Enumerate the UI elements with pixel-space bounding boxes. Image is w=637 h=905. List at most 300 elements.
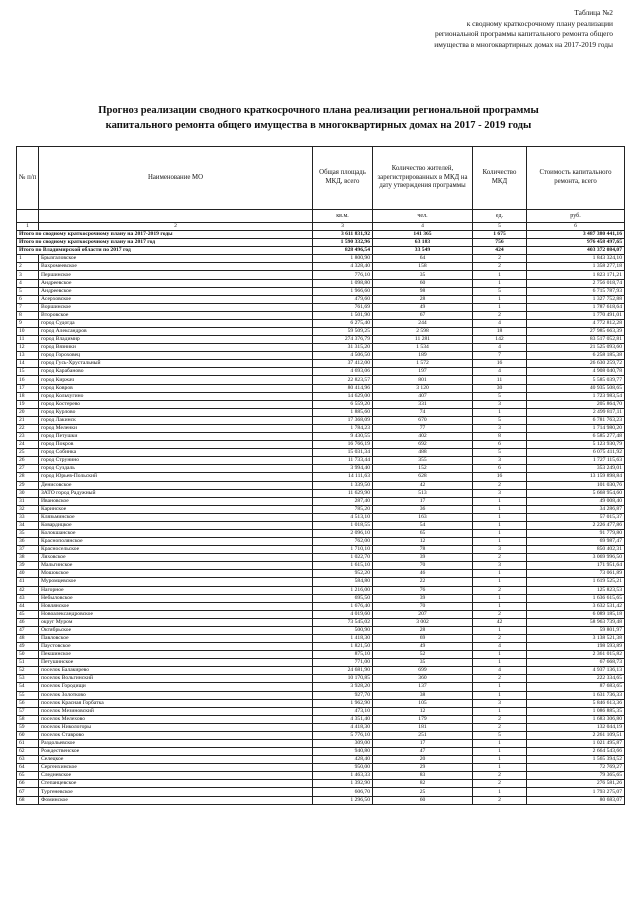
mkd-count-value: 1 [473,529,527,537]
cost-value: 6 075 411,92 [527,449,625,457]
cost-value: 40 935 508,65 [527,384,625,392]
municipality-name: Андреевское [39,287,313,295]
total-label: Итого по Владимирской области по 2017 год [17,247,313,255]
table-row [17,392,625,400]
cost-value: 1 619 525,21 [527,578,625,586]
table-row [17,731,625,739]
residents-value: 47 [373,748,473,756]
municipality-name: город Лакинск [39,416,313,424]
municipality-name: город Меленки [39,424,313,432]
mkd-count-value: 1 [473,538,527,546]
table-row [17,521,625,529]
row-number: 59 [17,723,39,731]
municipality-name: Муромцевское [39,578,313,586]
table-row [17,626,625,634]
row-number: 1 [17,255,39,263]
row-number: 64 [17,764,39,772]
area-value: 80 414,96 [313,384,373,392]
municipality-name: город Струнино [39,457,313,465]
residents-value: 20 [373,756,473,764]
mkd-count-value: 1 [473,788,527,796]
table-row [17,667,625,675]
col-number: 4 [373,223,473,231]
area-value: 14 629,00 [313,392,373,400]
area-value: 584,80 [313,578,373,586]
cost-value: 13 159 898,84 [527,473,625,481]
header-cost: Стоимость капитального ремонта, всего [527,147,625,210]
area-value: 1 821,50 [313,643,373,651]
row-number: 21 [17,416,39,424]
table-row [17,328,625,336]
table-row [17,659,625,667]
table-row [17,570,625,578]
row-number: 22 [17,424,39,432]
unit-mkd: ед. [473,210,527,223]
table-row [17,699,625,707]
mkd-count-value: 8 [473,433,527,441]
mkd-count-value: 2 [473,610,527,618]
mkd-count-value: 1 [473,651,527,659]
municipality-name: Фоминское [39,796,313,804]
mkd-count-value: 30 [473,384,527,392]
cost-value: 83 517 052,81 [527,336,625,344]
mkd-count-value: 2 [473,796,527,804]
total-residents: 33 549 [373,247,473,255]
total-mkd-count: 424 [473,247,527,255]
area-value: 31 315,20 [313,344,373,352]
total-residents: 63 183 [373,239,473,247]
forecast-table [16,146,625,805]
cost-value: 1 770 491,01 [527,311,625,319]
mkd-count-value: 1 [473,408,527,416]
area-value: 952,20 [313,570,373,578]
col-number: 1 [17,223,39,231]
mkd-count-value: 2 [473,634,527,642]
municipality-name: Мальгинское [39,562,313,570]
municipality-name: Петушинское [39,659,313,667]
table-row [17,796,625,804]
area-value: 4 506,50 [313,352,373,360]
residents-value: 699 [373,667,473,675]
row-number: 35 [17,529,39,537]
row-number: 54 [17,683,39,691]
residents-value: 60 [373,796,473,804]
row-number: 68 [17,796,39,804]
table-row [17,376,625,384]
municipality-name: город Собинка [39,449,313,457]
units-row [17,210,625,223]
mkd-count-value: 3 [473,457,527,465]
cost-value: 1 636 615,65 [527,594,625,602]
municipality-name: город Суздаль [39,465,313,473]
table-row [17,352,625,360]
cost-value: 2 226 477,86 [527,521,625,529]
mkd-count-value: 16 [473,473,527,481]
cost-value: 1 358 277,18 [527,263,625,271]
table-row [17,360,625,368]
table-row [17,457,625,465]
header-name: Наименование МО [39,147,313,210]
mkd-count-value: 3 [473,546,527,554]
residents-value: 179 [373,715,473,723]
row-number: 39 [17,562,39,570]
residents-value: 12 [373,538,473,546]
row-number: 46 [17,618,39,626]
row-number: 61 [17,740,39,748]
residents-value: 60 [373,279,473,287]
residents-value: 152 [373,465,473,473]
mkd-count-value: 1 [473,756,527,764]
row-number: 51 [17,659,39,667]
residents-value: 65 [373,529,473,537]
area-value: 1 710,10 [313,546,373,554]
mkd-count-value: 42 [473,618,527,626]
mkd-count-value: 1 [473,497,527,505]
municipality-name: поселок Мелехово [39,715,313,723]
cost-value: 1 327 752,88 [527,295,625,303]
row-number: 65 [17,772,39,780]
col-number: 3 [313,223,373,231]
residents-value: 28 [373,626,473,634]
municipality-name: Асерховское [39,295,313,303]
area-value: 309,00 [313,740,373,748]
cost-value: 1 843 324,10 [527,255,625,263]
col-number: 6 [527,223,625,231]
table-row [17,424,625,432]
municipality-name: поселок Золотково [39,691,313,699]
cost-value: 132 044,19 [527,723,625,731]
row-number: 67 [17,788,39,796]
table-row [17,368,625,376]
document-title [40,104,597,133]
mkd-count-value: 6 [473,441,527,449]
row-number: 18 [17,392,39,400]
mkd-count-value: 7 [473,352,527,360]
municipality-name: Следневское [39,772,313,780]
table-row [17,788,625,796]
row-number: 48 [17,634,39,642]
area-value: 1 615,10 [313,562,373,570]
caption-line: имущества в многоквартирных домах на 2017-2019 годы [434,39,613,49]
row-number: 25 [17,449,39,457]
municipality-name: Павловское [39,634,313,642]
table-row [17,287,625,295]
municipality-name: город Судогда [39,319,313,327]
cost-value: 101 030,76 [527,481,625,489]
row-number: 53 [17,675,39,683]
municipality-name: Ковардицкое [39,521,313,529]
municipality-name: Ивановское [39,497,313,505]
area-value: 927,70 [313,691,373,699]
row-number: 41 [17,578,39,586]
municipality-name: город Петушки [39,433,313,441]
cost-value: 1 727 115,63 [527,457,625,465]
mkd-count-value: 18 [473,328,527,336]
municipality-name: Новоалександровское [39,610,313,618]
residents-value: 692 [373,441,473,449]
mkd-count-value: 3 [473,699,527,707]
area-value: 1 966,60 [313,287,373,295]
mkd-count-value: 5 [473,449,527,457]
unit-residents: чел. [373,210,473,223]
table-row [17,441,625,449]
row-number: 42 [17,586,39,594]
area-value: 4 693,06 [313,368,373,376]
row-number: 26 [17,457,39,465]
area-value: 606,70 [313,788,373,796]
table-row [17,271,625,279]
cost-value: 73 061,89 [527,570,625,578]
residents-value: 355 [373,457,473,465]
area-value: 1 018,55 [313,521,373,529]
area-value: 73 545,02 [313,618,373,626]
table-row [17,578,625,586]
area-value: 14 111,63 [313,473,373,481]
header-area: Общая площадь МКД, всего [313,147,373,210]
table-row [17,336,625,344]
mkd-count-value: 1 [473,659,527,667]
table-row [17,505,625,513]
residents-value: 3 002 [373,618,473,626]
area-value: 22 823,57 [313,376,373,384]
caption-line: к сводному краткосрочному плану реализации [466,18,613,28]
area-value: 9 430,55 [313,433,373,441]
cost-value: 69 987,47 [527,538,625,546]
header-mkd-count: Количество МКД [473,147,527,210]
mkd-count-value: 6 [473,465,527,473]
mkd-count-value: 2 [473,311,527,319]
area-value: 4 019,60 [313,610,373,618]
area-value: 24 681,90 [313,667,373,675]
table-row [17,263,625,271]
municipality-name: Степанцевское [39,780,313,788]
cost-value: 5 668 954,60 [527,489,625,497]
residents-value: 49 [373,643,473,651]
area-value: 771,00 [313,659,373,667]
area-value: 15 031,34 [313,449,373,457]
municipality-name: округ Муром [39,618,313,626]
municipality-name: Першинское [39,271,313,279]
cost-value: 198 593,89 [527,643,625,651]
cost-value: 1 723 983,54 [527,392,625,400]
municipality-name: город Курлово [39,408,313,416]
municipality-name: поселок Ставрово [39,731,313,739]
row-number: 44 [17,602,39,610]
area-value: 37 412,00 [313,360,373,368]
table-row [17,384,625,392]
mkd-count-value: 4 [473,368,527,376]
mkd-count-value: 5 [473,416,527,424]
residents-value: 137 [373,683,473,691]
row-number: 40 [17,570,39,578]
area-value: 1 022,70 [313,554,373,562]
area-value: 1 098,80 [313,279,373,287]
cost-value: 6 781 763,23 [527,416,625,424]
row-number: 37 [17,546,39,554]
area-value: 1 418,30 [313,634,373,642]
residents-value: 35 [373,659,473,667]
row-number: 16 [17,376,39,384]
cost-value: 49 008,40 [527,497,625,505]
municipality-name: поселок Никологоры [39,723,313,731]
residents-value: 670 [373,416,473,424]
total-row [17,231,625,239]
row-number: 28 [17,473,39,481]
residents-value: 76 [373,586,473,594]
row-number: 32 [17,505,39,513]
row-number: 15 [17,368,39,376]
municipality-name: город Гороховец [39,352,313,360]
area-value: 1 296,50 [313,796,373,804]
row-number: 57 [17,707,39,715]
row-number: 20 [17,408,39,416]
cost-value: 1 021 495,87 [527,740,625,748]
residents-value: 3 120 [373,384,473,392]
municipality-name: город Юрьев-Польский [39,473,313,481]
header-residents: Количество жителей, зарегистрированных в МКД на дату утверждения программы [373,147,473,210]
residents-value: 189 [373,352,473,360]
row-number: 23 [17,433,39,441]
area-value: 4 513,10 [313,513,373,521]
residents-value: 360 [373,675,473,683]
cost-value: 3 069 996,50 [527,554,625,562]
mkd-count-value: 1 [473,505,527,513]
area-value: 695,50 [313,594,373,602]
mkd-count-value: 2 [473,675,527,683]
table-row [17,651,625,659]
cost-value: 87 683,65 [527,683,625,691]
row-number: 43 [17,594,39,602]
cost-value: 26 630 259,72 [527,360,625,368]
municipality-name: город Карабаново [39,368,313,376]
mkd-count-value: 1 [473,303,527,311]
row-number: 17 [17,384,39,392]
cost-value: 67 668,73 [527,659,625,667]
municipality-name: Красносельское [39,546,313,554]
residents-value: 207 [373,610,473,618]
cost-value: 1 787 618,64 [527,303,625,311]
municipality-name: город Костерево [39,400,313,408]
residents-value: 181 [373,723,473,731]
table-row [17,303,625,311]
residents-value: 82 [373,780,473,788]
mkd-count-value: 1 [473,279,527,287]
municipality-name: Ляховское [39,554,313,562]
area-value: 6 559,20 [313,400,373,408]
residents-value: 36 [373,505,473,513]
municipality-name: Новлянское [39,602,313,610]
area-value: 1 501,90 [313,311,373,319]
municipality-name: город Кольчугино [39,392,313,400]
residents-value: 69 [373,634,473,642]
table-row [17,675,625,683]
row-number: 52 [17,667,39,675]
mkd-count-value: 2 [473,780,527,788]
area-value: 1 676,40 [313,602,373,610]
table-number: Таблица №2 [574,8,613,17]
mkd-count-value: 1 [473,513,527,521]
area-value: 940,80 [313,748,373,756]
total-mkd-count: 756 [473,239,527,247]
residents-value: 64 [373,255,473,263]
residents-value: 11 281 [373,336,473,344]
municipality-name: Нагорное [39,586,313,594]
table-row [17,780,625,788]
area-value: 479,60 [313,295,373,303]
municipality-name: город Александров [39,328,313,336]
municipality-name: поселок Городищи [39,683,313,691]
cost-value: 6 089 185,18 [527,610,625,618]
cost-value: 850 402,31 [527,546,625,554]
residents-value: 42 [373,481,473,489]
area-value: 762,00 [313,538,373,546]
row-number: 38 [17,554,39,562]
row-number: 34 [17,521,39,529]
table-row [17,538,625,546]
mkd-count-value: 2 [473,255,527,263]
row-number: 29 [17,481,39,489]
area-value: 10 170,85 [313,675,373,683]
table-row [17,756,625,764]
table-row [17,489,625,497]
row-number: 6 [17,295,39,303]
municipality-name: Селецкое [39,756,313,764]
cost-value: 2 664 543,66 [527,748,625,756]
cost-value: 80 683,07 [527,796,625,804]
table-row [17,562,625,570]
cost-value: 2 499 817,11 [527,408,625,416]
row-number: 33 [17,513,39,521]
table-body [17,210,625,805]
residents-value: 801 [373,376,473,384]
area-value: 1 339,50 [313,481,373,489]
municipality-name: поселок Мезиновский [39,707,313,715]
table-row [17,473,625,481]
area-value: 785,20 [313,505,373,513]
area-value: 1 885,60 [313,408,373,416]
table-row [17,481,625,489]
total-cost: 976 458 497,65 [527,239,625,247]
col-number: 5 [473,223,527,231]
table-row [17,279,625,287]
mkd-count-value: 1 [473,626,527,634]
area-value: 761,69 [313,303,373,311]
cost-value: 276 581,26 [527,780,625,788]
municipality-name: Тургеневское [39,788,313,796]
cost-value: 6 258 185,38 [527,352,625,360]
table-row [17,319,625,327]
table-row [17,715,625,723]
area-value: 1 800,90 [313,255,373,263]
row-number: 45 [17,610,39,618]
cost-value: 5 123 930,79 [527,441,625,449]
table-row [17,643,625,651]
cost-value: 1 565 394,52 [527,756,625,764]
mkd-count-value: 4 [473,344,527,352]
cost-value: 3 138 521,38 [527,634,625,642]
municipality-name: поселок Красная Горбатка [39,699,313,707]
municipality-name: город Владимир [39,336,313,344]
mkd-count-value: 16 [473,360,527,368]
municipality-name: Пекшинское [39,651,313,659]
cost-value: 1 823 171,21 [527,271,625,279]
mkd-count-value: 11 [473,376,527,384]
mkd-count-value: 1 [473,521,527,529]
residents-value: 35 [373,271,473,279]
area-value: 3 928,20 [313,683,373,691]
residents-value: 46 [373,570,473,578]
mkd-count-value: 2 [473,723,527,731]
